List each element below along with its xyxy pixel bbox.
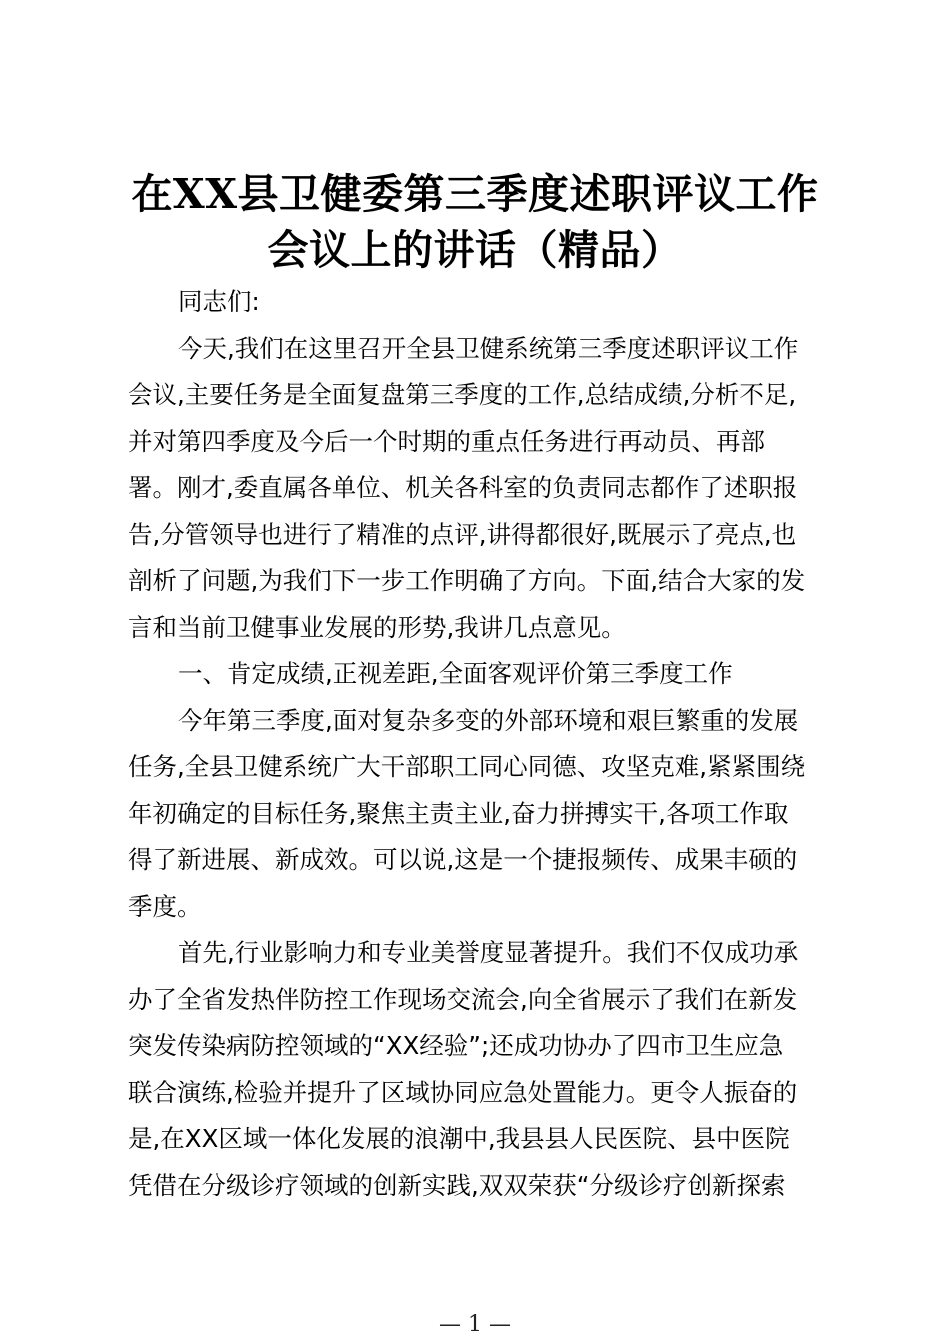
paragraph-line: 告,分管领导也进行了精准的点评,讲得都很好,既展示了亮点,也 (128, 519, 797, 549)
paragraph-line: 今天,我们在这里召开全县卫健系统第三季度述职评议工作 (178, 333, 799, 363)
paragraph-line: 突发传染病防控领域的“XX经验”;还成功协办了四市卫生应急 (128, 1031, 784, 1060)
salutation: 同志们: (178, 287, 260, 316)
paragraph-line: 联合演练,检验并提升了区域协同应急处置能力。更令人振奋的 (128, 1077, 798, 1107)
section-heading: 一、肯定成绩,正视差距,全面客观评价第三季度工作 (178, 659, 733, 688)
page-number: — 1 — (439, 1312, 511, 1337)
paragraph-line: 署。刚才,委直属各单位、机关各科室的负责同志都作了述职报 (128, 473, 798, 502)
paragraph-line: 并对第四季度及今后一个时期的重点任务进行再动员、再部 (128, 426, 765, 456)
paragraph-line: 首先,行业影响力和专业美誉度显著提升。我们不仅成功承 (178, 938, 799, 967)
paragraph-line: 今年第三季度,面对复杂多变的外部环境和艰巨繁重的发展 (178, 705, 799, 735)
paragraph-line: 任务,全县卫健系统广大干部职工同心同德、攻坚克难,紧紧围绕 (128, 752, 806, 781)
paragraph-line: 会议,主要任务是全面复盘第三季度的工作,总结成绩,分析不足, (128, 380, 797, 409)
paragraph-line: 季度。 (128, 891, 202, 921)
paragraph-line: 年初确定的目标任务,聚焦主责主业,奋力拼搏实干,各项工作取 (128, 798, 789, 828)
paragraph-line: 凭借在分级诊疗领域的创新实践,双双荣获“分级诊疗创新探索 (128, 1170, 786, 1200)
document-title (80, 166, 870, 278)
title-line: 在XX县卫健委第三季度述职评议工作 (131, 170, 819, 218)
paragraph-line: 得了新进展、新成效。可以说,这是一个捷报频传、成果丰硕的 (128, 845, 798, 874)
paragraph-line: 言和当前卫健事业发展的形势,我讲几点意见。 (128, 612, 626, 642)
paragraph-line: 剖析了问题,为我们下一步工作明确了方向。下面,结合大家的发 (128, 566, 806, 595)
paragraph-line: 是,在XX区域一体化发展的浪潮中,我县县人民医院、县中医院 (128, 1124, 790, 1153)
title-line: 会议上的讲话（精品） (267, 226, 683, 274)
document-body (128, 279, 833, 1209)
paragraph-line: 办了全省发热伴防控工作现场交流会,向全省展示了我们在新发 (128, 984, 798, 1014)
